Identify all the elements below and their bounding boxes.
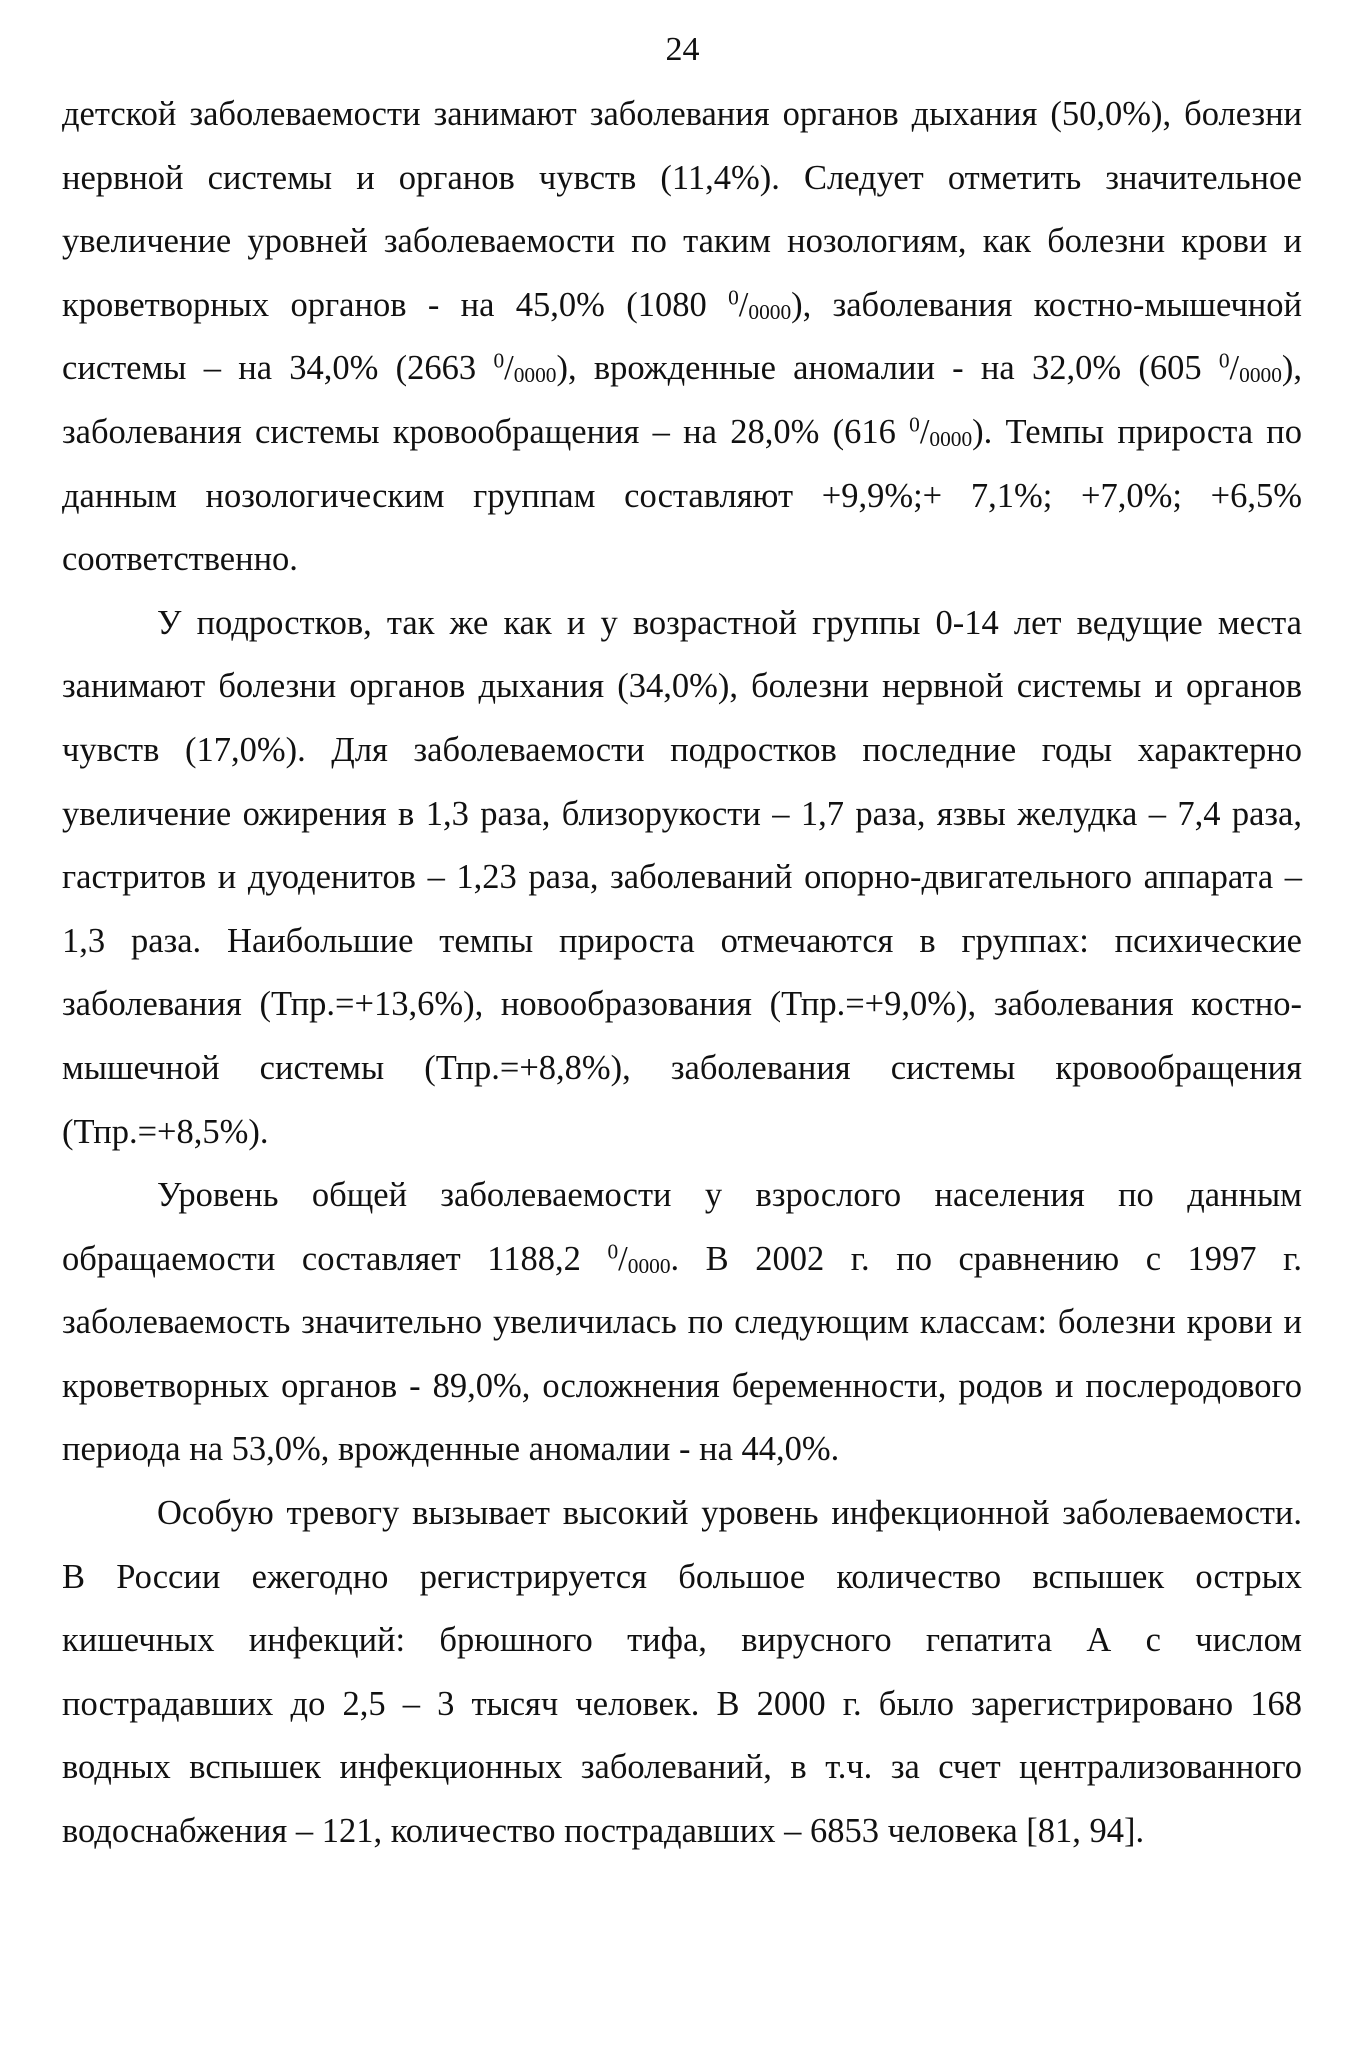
- page-number: 24: [665, 31, 700, 68]
- text-run: ). Темпы прироста по данным нозологическим группам составляют +9,9%;+ 7,1%; +7,0%; +6,5% соответственно.: [62, 412, 1302, 579]
- text-run: /: [919, 412, 930, 451]
- subscript: 0000: [1239, 363, 1282, 388]
- text-run: У подростков, так же как и у возрастной группы 0-14 лет ведущие места занимают болезни органов дыхания (34,0%), болезни нервной системы и органов чувств (17,0%). Для заболеваемости подростков последние годы характерно увеличение ожирения в 1,3 раза, близорукости – 1,7 раза, язвы желудка – 7,4 раза, гастритов и дуоденитов – 1,23 раза, заболеваний опорно-двигательного аппарата – 1,3 раза. Наибольшие темпы прироста отмечаются в группах: психические заболевания (Тпр.=+13,6%), новообразования (Тпр.=+9,0%), заболевания костно-мышечной системы (Тпр.=+8,8%), заболевания системы кровообращения (Тпр.=+8,5%).: [62, 603, 1302, 1151]
- text-run: ), врожденные аномалии - на 32,0% (605: [556, 349, 1219, 388]
- subscript: 0000: [929, 427, 973, 452]
- subscript: 0000: [627, 1253, 671, 1278]
- paragraph: [62, 1164, 1302, 1482]
- text-run: детской заболеваемости занимают заболевания органов дыхания (50,0%), болезни нервной системы и органов чувств (11,4%). Следует отметить значительное увеличение уровней заболеваемости по таким нозологиям, как болезни крови и кроветворных органов - на 45,0% (1080: [62, 95, 1302, 324]
- text-run: Особую тревогу вызывает высокий уровень инфекционной заболеваемости. В России ежегодно регистрируется большое количество вспышек острых кишечных инфекций: брюшного тифа, вирусного гепатита А с числом пострадавших до 2,5 – 3 тысяч человек. В 2000 г. было зарегистрировано 168 водных вспышек инфекционных заболеваний, в т.ч. за счет централизованного водоснабжения – 121, количество пострадавших – 6853 человека [81, 94].: [62, 1494, 1302, 1851]
- paragraph: [62, 592, 1302, 1164]
- text-run: /: [504, 349, 514, 388]
- text-run: /: [738, 285, 749, 324]
- superscript: 0: [728, 285, 739, 310]
- superscript: 0: [909, 412, 920, 437]
- text-run: . В 2002 г. по сравнению с 1997 г. заболеваемость значительно увеличилась по следующим классам: болезни крови и кроветворных органов - 89,0%, осложнения беременности, родов и послеродового периода на 53,0%, врожденные аномалии - на 44,0%.: [62, 1239, 1302, 1469]
- document-body: [62, 83, 1302, 1864]
- paragraph: [62, 83, 1302, 592]
- text-run: Уровень общей заболеваемости у взрослого населения по данным обращаемости составляет 1188,2: [62, 1176, 1302, 1278]
- paragraph: [62, 1482, 1302, 1864]
- text-run: /: [1229, 349, 1240, 388]
- subscript: 0000: [513, 363, 557, 388]
- superscript: 0: [493, 348, 505, 373]
- text-run: ), заболевания костно-мышечной системы – на 34,0% (2663: [62, 285, 1302, 388]
- subscript: 0000: [748, 299, 792, 324]
- superscript: 0: [607, 1238, 619, 1263]
- text-run: ), заболевания системы кровообращения – на 28,0% (616: [62, 349, 1302, 451]
- text-run: /: [618, 1239, 628, 1278]
- superscript: 0: [1218, 348, 1230, 373]
